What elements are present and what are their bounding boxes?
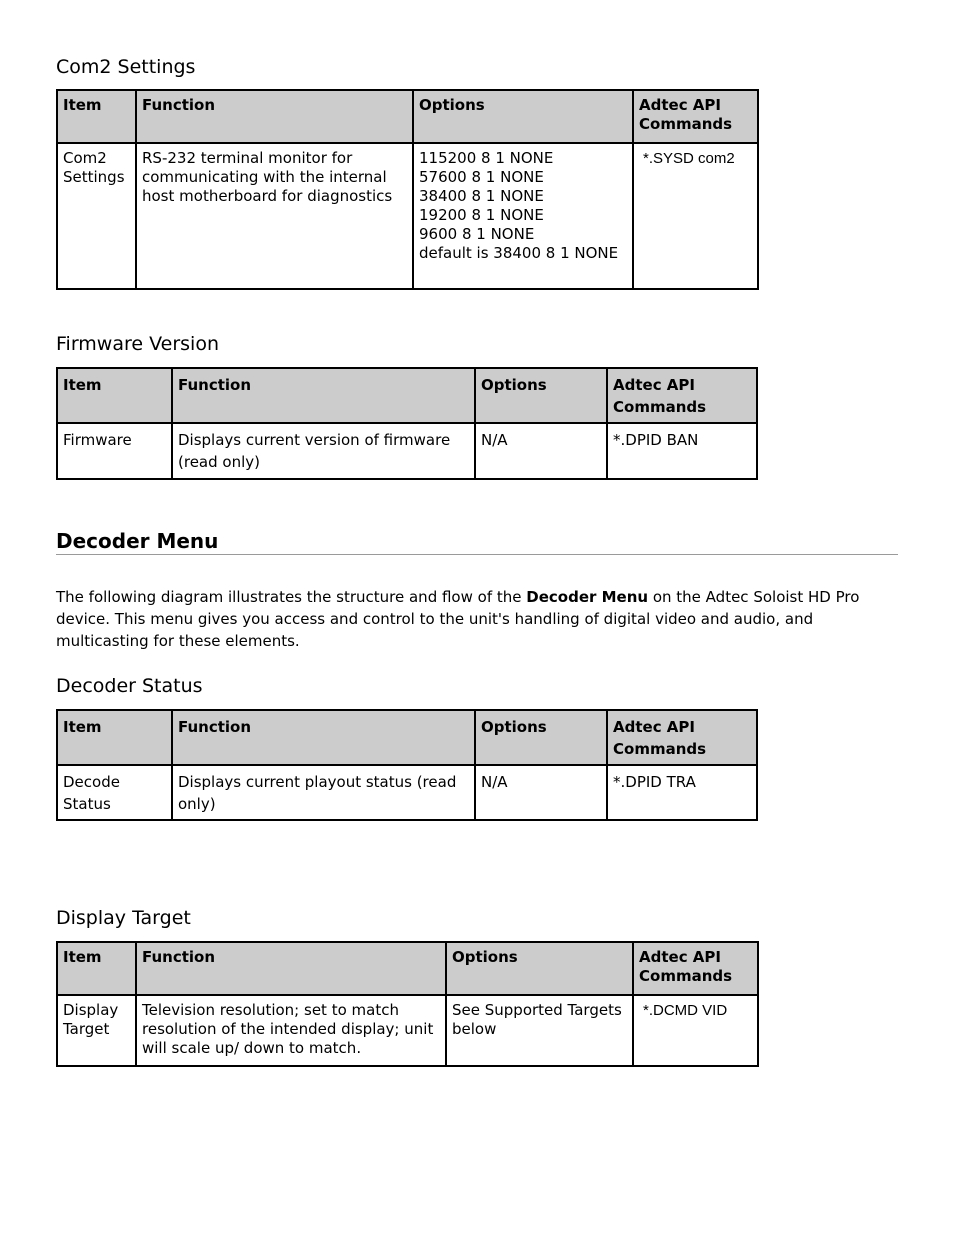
intro-text: The following diagram illustrates the structure and flow of the [56, 588, 527, 606]
cell-options: See Supported Targets below [446, 995, 633, 1066]
decoder-menu-heading: Decoder Menu [56, 529, 898, 555]
table-header-row [57, 942, 758, 995]
cell-command: *.DPID BAN [607, 423, 757, 479]
header-options: Options [475, 710, 607, 765]
cell-item: Firmware [57, 423, 172, 479]
cell-command: *.DPID TRA [607, 765, 757, 820]
header-function: Function [172, 710, 475, 765]
intro-text-end: on the Adtec Soloist HD Pro device. This menu gives you access and control to the unit's handling of digital video and audio, and multicasting for these elements. [56, 588, 860, 650]
firmware-version-table [56, 367, 758, 480]
cell-function: Displays current version of firmware (read only) [172, 423, 475, 479]
header-api-commands: Adtec API Commands [607, 710, 757, 765]
cell-function: RS-232 terminal monitor for communicating with the internal host motherboard for diagnostics [136, 143, 413, 289]
header-item: Item [57, 368, 172, 423]
display-target-table [56, 941, 759, 1067]
cell-options: N/A [475, 765, 607, 820]
cell-function: Displays current playout status (read only) [172, 765, 475, 820]
display-target-title: Display Target [56, 907, 191, 929]
header-item: Item [57, 710, 172, 765]
table-header-row [57, 368, 757, 423]
cell-options: 115200 8 1 NONE 57600 8 1 NONE 38400 8 1 NONE 19200 8 1 NONE 9600 8 1 NONE default is 38400 8 1 NONE [413, 143, 633, 289]
cell-command: *.DCMD VID [633, 995, 758, 1066]
header-function: Function [136, 90, 413, 143]
decoder-menu-intro [56, 586, 898, 652]
header-function: Function [136, 942, 446, 995]
header-item: Item [57, 90, 136, 143]
table-row [57, 423, 757, 479]
cell-item: Com2 Settings [57, 143, 136, 289]
cell-command: *.SYSD com2 [633, 143, 758, 289]
header-item: Item [57, 942, 136, 995]
com2-settings-title: Com2 Settings [56, 56, 196, 78]
table-header-row [57, 710, 757, 765]
com2-settings-table [56, 89, 759, 290]
header-options: Options [446, 942, 633, 995]
decoder-status-table [56, 709, 758, 821]
firmware-version-title: Firmware Version [56, 333, 219, 355]
decoder-status-title: Decoder Status [56, 675, 203, 697]
table-row [57, 143, 758, 289]
intro-bold-text: Decoder Menu [526, 588, 649, 606]
table-row [57, 995, 758, 1066]
header-api-commands: Adtec API Commands [607, 368, 757, 423]
header-api-commands: Adtec API Commands [633, 942, 758, 995]
table-header-row [57, 90, 758, 143]
table-row [57, 765, 757, 820]
header-options: Options [475, 368, 607, 423]
header-api-commands: Adtec API Commands [633, 90, 758, 143]
cell-options: N/A [475, 423, 607, 479]
cell-function: Television resolution; set to match resolution of the intended display; unit will scale up/ down to match. [136, 995, 446, 1066]
header-function: Function [172, 368, 475, 423]
header-options: Options [413, 90, 633, 143]
cell-item: Display Target [57, 995, 136, 1066]
cell-item: Decode Status [57, 765, 172, 820]
